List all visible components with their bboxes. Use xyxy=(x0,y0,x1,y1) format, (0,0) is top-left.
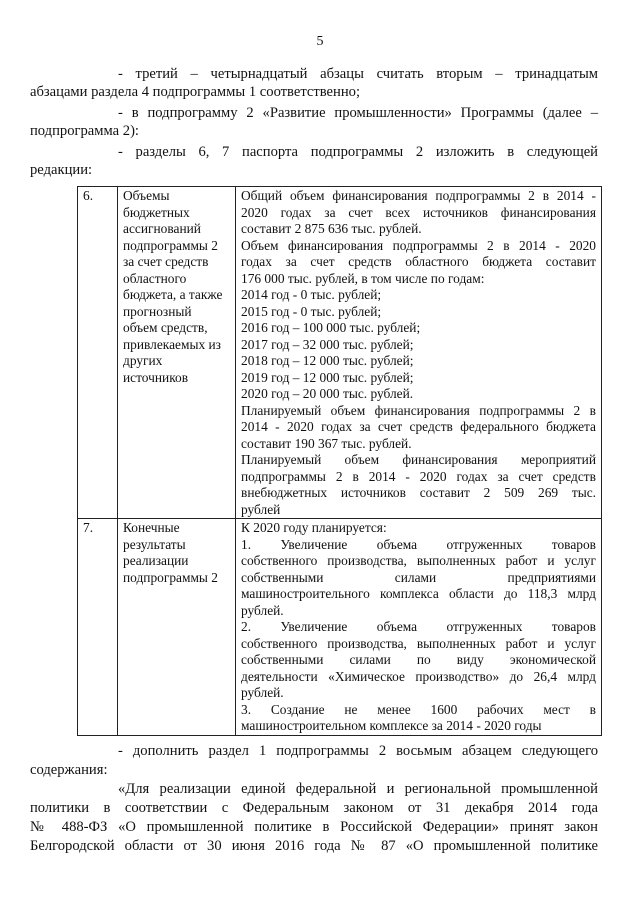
row-content-line: машиностроительного комплекса области до 118,3 млрд xyxy=(241,586,596,601)
row-content-line: 2020 годах за счет всех источников финансирования xyxy=(241,204,596,220)
row-label-line: Конечные xyxy=(123,520,180,535)
row-label-line: прогнозный xyxy=(123,303,192,319)
row-content-line: 2017 год – 32 000 тыс. рублей; xyxy=(241,336,414,352)
row-content-line: машиностроительном комплексе за 2014 - 2020 годы xyxy=(241,718,542,733)
row-label-line: подпрограммы 2 xyxy=(123,237,218,253)
row-content-line: Планируемый объем финансирования подпрограммы 2 в xyxy=(241,402,596,418)
passport-table xyxy=(77,186,602,736)
row-number: 6. xyxy=(78,187,118,519)
row-content-line: 1. Увеличение объема отгруженных товаров xyxy=(241,536,596,552)
row-content-line: собственными силами по виду экономической xyxy=(241,652,596,667)
intro-p3-line2: редакции: xyxy=(30,161,93,178)
row-label-line: бюджетных xyxy=(123,204,190,220)
intro-p2-line1: - в подпрограмму 2 «Развитие промышленности» Программы (далее – xyxy=(118,105,598,121)
row-label xyxy=(118,187,236,519)
outro-p1-line1: - дополнить раздел 1 подпрограммы 2 восьмым абзацем следующего xyxy=(118,743,598,759)
row-content-line: 2015 год - 0 тыс. рублей; xyxy=(241,303,382,319)
row-content-line: годах за счет средств областного бюджета составит xyxy=(241,254,596,269)
row-content-line: составит 190 367 тыс. рублей. xyxy=(241,435,412,451)
outro-p2-line2: политики в соответствии с Федеральным законом от 31 декабря 2014 года xyxy=(30,800,598,816)
row-label-line: привлекаемых из xyxy=(123,336,221,352)
row-number: 7. xyxy=(78,519,118,736)
row-label-line: подпрограммы 2 xyxy=(123,569,218,585)
row-content-line: 2019 год – 12 000 тыс. рублей; xyxy=(241,369,414,385)
row-content-line: Объем финансирования подпрограммы 2 в 2014 - 2020 xyxy=(241,237,596,253)
page-number: 5 xyxy=(316,34,324,49)
intro-paragraph-1 xyxy=(30,66,598,101)
row-content-line: подпрограммы 2 в 2014 - 2020 годах за счет средств xyxy=(241,468,596,484)
row-content-line: 2020 год – 20 000 тыс. рублей. xyxy=(241,386,414,401)
intro-p2-line2: подпрограмма 2): xyxy=(30,122,139,139)
outro-paragraph-2 xyxy=(30,780,598,856)
row-content-line: 2014 год - 0 тыс. рублей; xyxy=(241,287,382,302)
outro-p1-line2: содержания: xyxy=(30,762,108,778)
outro-p2-line4: Белгородской области от 30 июня 2016 года № 87 «О промышленной политике xyxy=(30,838,598,854)
outro-p2-line3: № 488-ФЗ «О промышленной политике в Российской Федерации» принят закон xyxy=(30,819,598,835)
row-label-line: областного xyxy=(123,270,187,286)
row-content-line: 2. Увеличение объема отгруженных товаров xyxy=(241,619,596,634)
row-label-line: бюджета, а также xyxy=(123,287,223,302)
row-content-line: рублей. xyxy=(241,602,284,618)
row-label-line: ассигнований xyxy=(123,221,201,236)
row-content-line: 2016 год – 100 000 тыс. рублей; xyxy=(241,320,421,335)
row-content-line: рублей. xyxy=(241,685,284,700)
row-content-line: Планируемый объем финансирования мероприятий xyxy=(241,452,596,467)
row-label-line: Объемы xyxy=(123,188,170,203)
outro-text xyxy=(30,742,598,856)
row-label xyxy=(118,519,236,736)
row-content-line: собственного производства, выполненных работ и услуг xyxy=(241,635,596,651)
row-label-line: за счет средств xyxy=(123,254,209,269)
row-label-line: источников xyxy=(123,369,189,385)
row-content-line: деятельности «Химическое производство» до 26,4 млрд xyxy=(241,668,596,684)
row-content-line: К 2020 году планируется: xyxy=(241,520,387,535)
row-label-line: объем средств, xyxy=(123,320,208,335)
row-content-line: собственными силами предприятиями xyxy=(241,569,596,585)
row-label-line: реализации xyxy=(123,553,189,568)
row-label-line: результаты xyxy=(123,536,186,552)
row-content-line: внебюджетных источников составит 2 509 269 тыс. xyxy=(241,485,596,500)
intro-p1-line1: - третий – четырнадцатый абзацы считать вторым – тринадцатым xyxy=(118,66,598,82)
outro-p2-line1: «Для реализации единой федеральной и региональной промышленной xyxy=(118,781,598,797)
passport-row xyxy=(78,187,602,519)
row-content-line: 2018 год – 12 000 тыс. рублей; xyxy=(241,353,414,368)
row-content-line: 2014 - 2020 годах за счет средств федерального бюджета xyxy=(241,419,596,434)
row-content-line: 176 000 тыс. рублей, в том числе по годам: xyxy=(241,270,485,286)
row-content-line: составит 2 875 636 тыс. рублей. xyxy=(241,221,422,236)
intro-p1-line2: абзацами раздела 4 подпрограммы 1 соответственно; xyxy=(30,83,361,100)
outro-paragraph-1 xyxy=(30,742,598,780)
intro-paragraph-3 xyxy=(30,144,598,179)
row-content-line: собственного производства, выполненных работ и услуг xyxy=(241,553,596,568)
row-label-line: других xyxy=(123,353,163,368)
row-content xyxy=(236,519,602,736)
intro-text xyxy=(30,66,598,183)
row-content-line: рублей xyxy=(241,501,281,517)
passport-row xyxy=(78,519,602,736)
intro-p3-line1: - разделы 6, 7 паспорта подпрограммы 2 изложить в следующей xyxy=(118,144,598,160)
row-content-line: Общий объем финансирования подпрограммы 2 в 2014 - xyxy=(241,188,596,203)
row-content-line: 3. Создание не менее 1600 рабочих мест в xyxy=(241,701,596,717)
intro-paragraph-2 xyxy=(30,105,598,140)
row-content xyxy=(236,187,602,519)
